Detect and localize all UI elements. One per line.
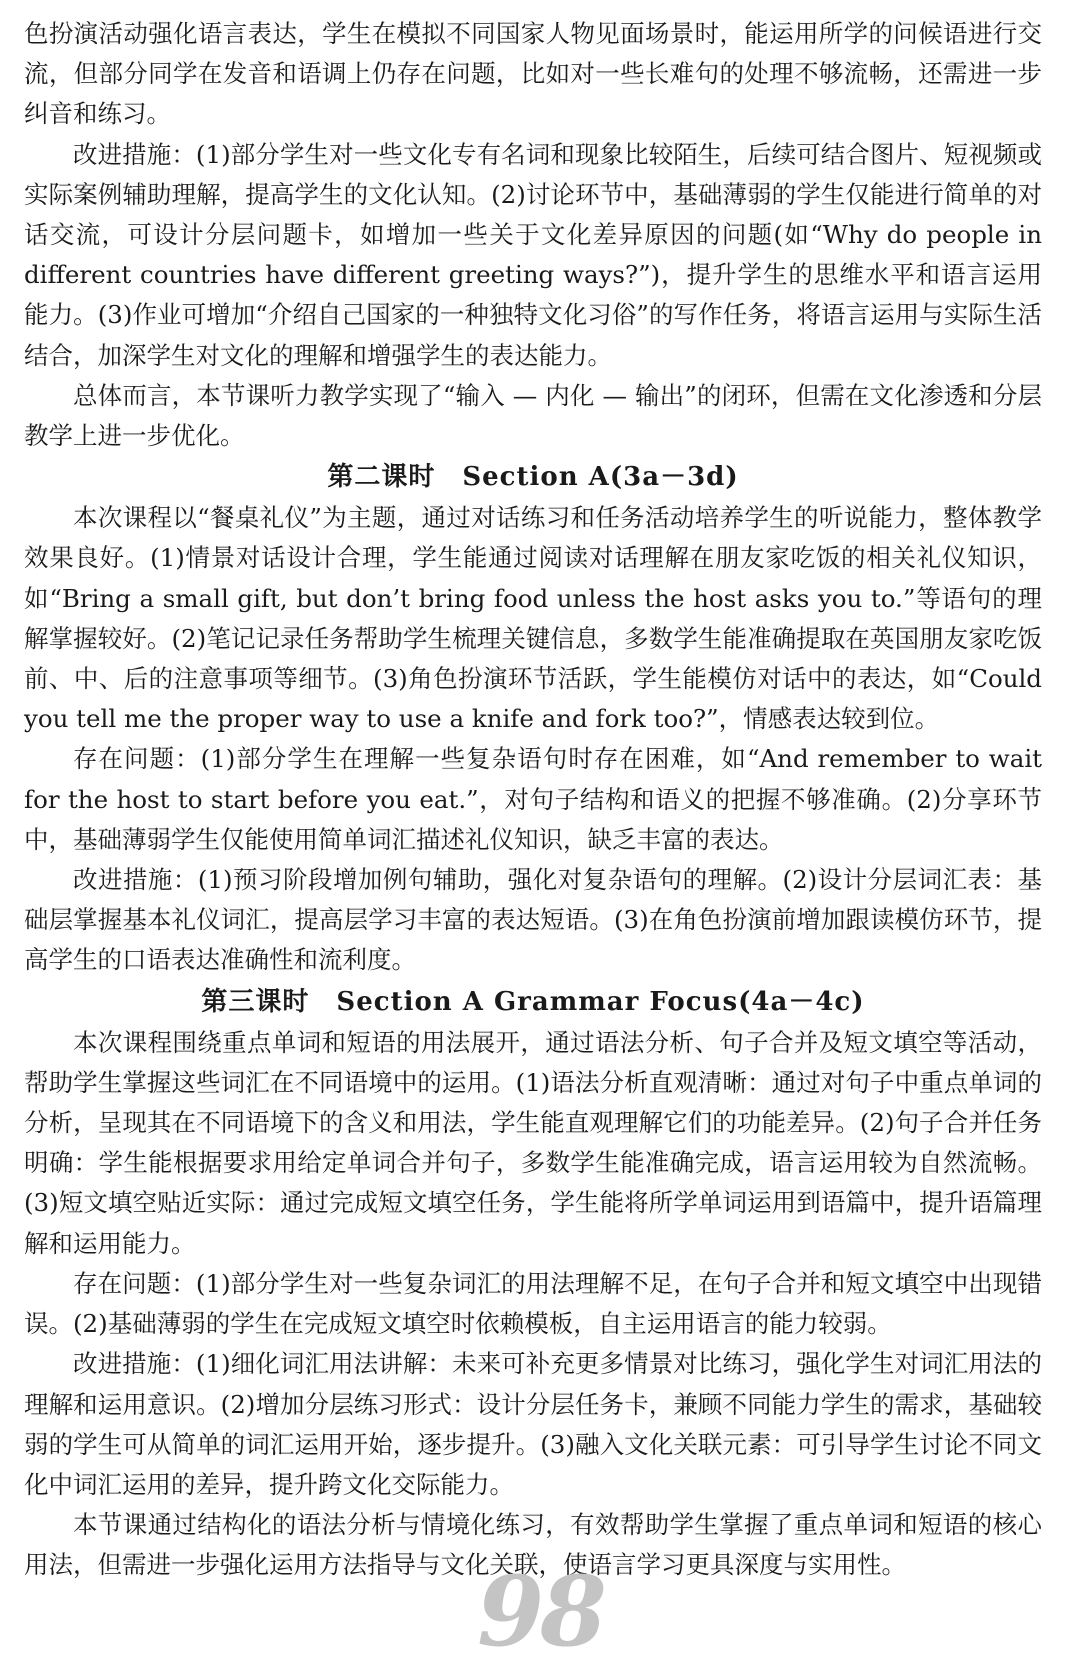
section-heading-lesson-2: 第二课时 Section A(3a－3d) (327, 462, 739, 493)
paragraph-lesson-2-improvements: 改进措施：(1)预习阶段增加例句辅助，强化对复杂语句的理解。(2)设计分层词汇表：基础层掌握基本礼仪词汇，提高层学习丰富的表达短语。(3)在角色扮演前增加跟读模仿环节，提高学生的口语表达准确性和流利度。 (24, 865, 1042, 975)
paragraph-lesson-3-overview: 本次课程围绕重点单词和短语的用法展开，通过语法分析、句子合并及短文填空等活动，帮助学生掌握这些词汇在不同语境中的运用。(1)语法分析直观清晰：通过对句子中重点单词的分析，呈现其在不同语境下的含义和用法，学生能直观理解它们的功能差异。(2)句子合并任务明确：学生能根据要求用给定单词合并句子，多数学生能准确完成，语言运用较为自然流畅。(3)短文填空贴近实际：通过完成短文填空任务，学生能将所学单词运用到语篇中，提升语篇理解和运用能力。 (24, 1027, 1042, 1258)
paragraph-lesson-3-improvements: 改进措施：(1)细化词汇用法讲解：未来可补充更多情景对比练习，强化学生对词汇用法的理解和运用意识。(2)增加分层练习形式：设计分层任务卡，兼顾不同能力学生的需求，基础较弱的学生可从简单的词汇运用开始，逐步提升。(3)融入文化关联元素：可引导学生讨论不同文化中词汇运用的差异，提升跨文化交际能力。 (24, 1349, 1042, 1499)
section-heading-lesson-3: 第三课时 Section A Grammar Focus(4a－4c) (201, 986, 865, 1017)
page-number: 98 (477, 1555, 603, 1668)
paragraph-intro-continuation: 色扮演活动强化语言表达，学生在模拟不同国家人物见面场景时，能运用所学的问候语进行交流，但部分同学在发音和语调上仍存在问题，比如对一些长难句的处理不够流畅，还需进一步纠音和练习。 (24, 19, 1042, 129)
paragraph-lesson-3-summary: 本节课通过结构化的语法分析与情境化练习，有效帮助学生掌握了重点单词和短语的核心用法，但需进一步强化运用方法指导与文化关联，使语言学习更具深度与实用性。 (24, 1510, 1042, 1580)
paragraph-lesson-2-problems: 存在问题：(1)部分学生在理解一些复杂语句时存在困难，如“And remember to wait for the host to start before you eat.”，对句子结构和语义的把握不够准确。(2)分享环节中，基础薄弱学生仅能使用简单词汇描述礼仪知识，缺乏丰富的表达。 (24, 744, 1042, 854)
paragraph-improvement-measures-1: 改进措施：(1)部分学生对一些文化专有名词和现象比较陌生，后续可结合图片、短视频或实际案例辅助理解，提高学生的文化认知。(2)讨论环节中，基础薄弱的学生仅能进行简单的对话交流，可设计分层问题卡，如增加一些关于文化差异原因的问题(如“Why do people in different countries have different greeting ways?”)，提升学生的思维水平和语言运用能力。(3)作业可增加“介绍自己国家的一种独特文化习俗”的写作任务，将语言运用与实际生活结合，加深学生对文化的理解和增强学生的表达能力。 (24, 139, 1042, 370)
paragraph-summary-1: 总体而言，本节课听力教学实现了“输入 — 内化 — 输出”的闭环，但需在文化渗透和分层教学上进一步优化。 (24, 380, 1042, 451)
paragraph-lesson-3-problems: 存在问题：(1)部分学生对一些复杂词汇的用法理解不足，在句子合并和短文填空中出现错误。(2)基础薄弱的学生在完成短文填空时依赖模板，自主运用语言的能力较弱。 (24, 1268, 1042, 1339)
paragraph-lesson-2-overview: 本次课程以“餐桌礼仪”为主题，通过对话练习和任务活动培养学生的听说能力，整体教学效果良好。(1)情景对话设计合理，学生能通过阅读对话理解在朋友家吃饭的相关礼仪知识，如“Bring a small gift, but don’t bring food unless the host asks you to.”等语句的理解掌握较好。(2)笔记记录任务帮助学生梳理关键信息，多数学生能准确提取在英国朋友家吃饭前、中、后的注意事项等细节。(3)角色扮演环节活跃，学生能模仿对话中的表达，如“Could you tell me the proper way to use a knife and fork too?”，情感表达较到位。 (24, 503, 1042, 734)
